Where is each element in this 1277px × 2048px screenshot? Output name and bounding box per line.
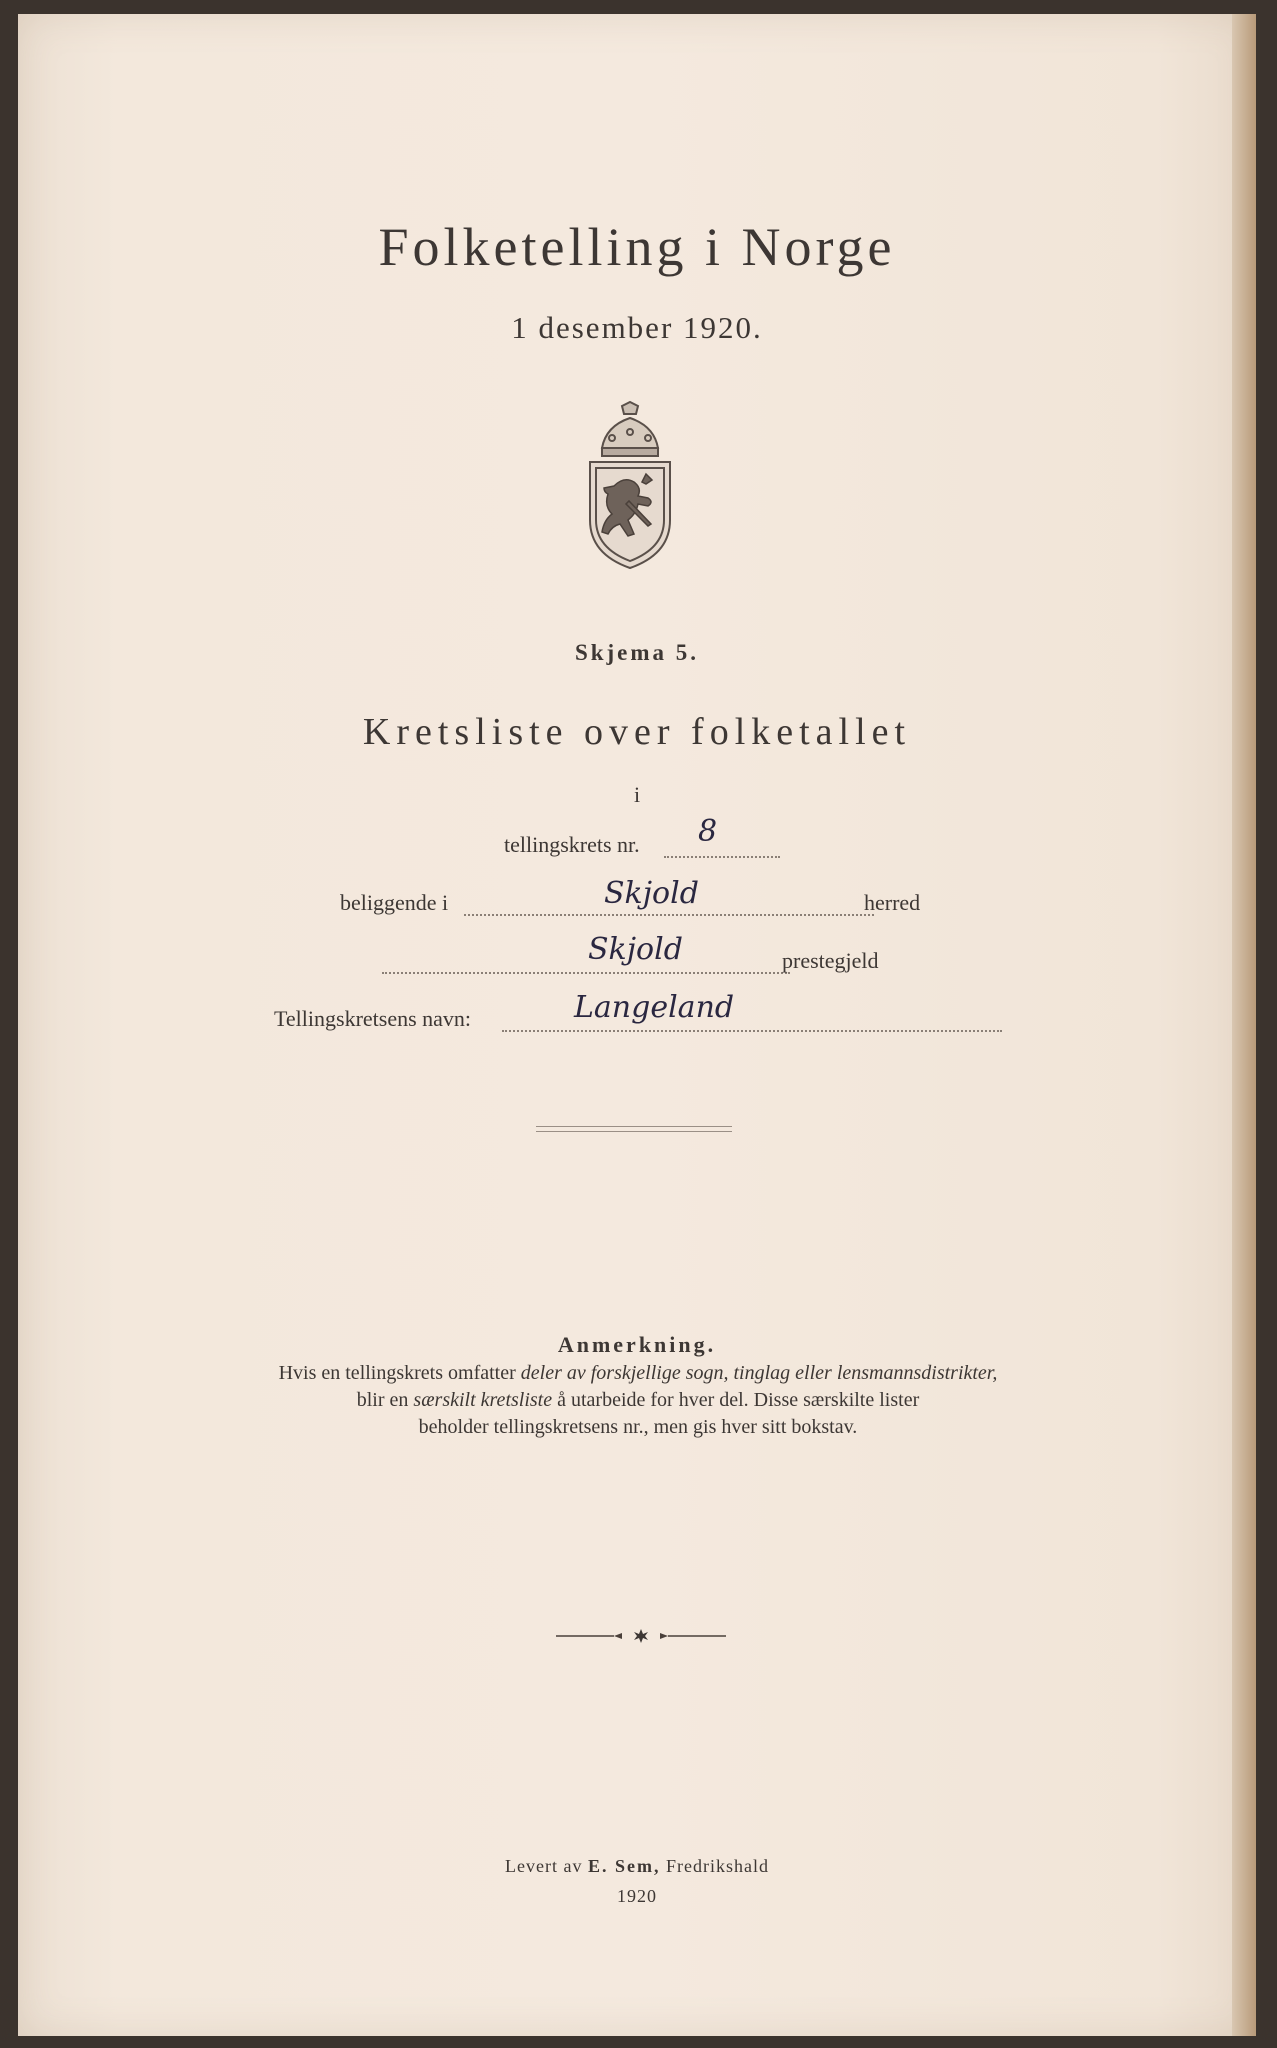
schema-number: Skjema 5.	[574, 640, 700, 665]
note-line-2-emphasis: særskilt kretsliste	[413, 1389, 553, 1411]
coat-of-arms-icon	[582, 400, 678, 572]
district-name-label: Tellingskretsens navn:	[274, 1006, 472, 1031]
printer-prefix: Levert av	[505, 1856, 588, 1876]
divider-rule	[536, 1126, 732, 1127]
prestegjeld-label: prestegjeld	[782, 948, 879, 973]
form-heading: Kretsliste over folketallet	[362, 711, 912, 753]
note-line-3: beholder tellingskretsens nr., men gis hver sitt bokstav.	[418, 1416, 858, 1438]
page-title: Folketelling i Norge	[378, 217, 896, 277]
district-name-line	[502, 1030, 1002, 1032]
print-year: 1920	[617, 1886, 657, 1906]
district-name-value: Langeland	[574, 990, 735, 1025]
note-line-1-emphasis: deler av forskjellige sogn, tinglag eller lensmannsdistrikter,	[520, 1362, 998, 1384]
krets-number-label: tellingskrets nr.	[504, 832, 640, 857]
herred-line	[464, 914, 874, 916]
note-title: Anmerkning.	[557, 1332, 717, 1357]
connector-text: i	[633, 782, 641, 807]
note-line-1-text: Hvis en tellingskrets omfatter	[278, 1362, 521, 1384]
herred-value: Skjold	[604, 876, 699, 911]
prestegjeld-value: Skjold	[588, 932, 683, 967]
herred-label: herred	[864, 890, 921, 915]
note-line-1	[198, 1360, 1078, 1387]
census-form-page	[18, 14, 1256, 2036]
krets-number-line	[664, 856, 780, 858]
note-line-2-text: blir en	[356, 1389, 414, 1411]
location-label: beliggende i	[340, 890, 449, 915]
note-line-2-rest: å utarbeide for hver del. Disse særskilte lister	[552, 1389, 920, 1411]
printer-place: Fredrikshald	[660, 1856, 769, 1876]
prestegjeld-line	[382, 972, 790, 974]
printer-credit	[18, 1856, 1256, 1877]
note-line-2	[198, 1387, 1078, 1414]
note-text	[198, 1360, 1078, 1441]
krets-number-value: 8	[698, 814, 718, 849]
ornament-divider-icon	[556, 1626, 726, 1646]
printer-name: E. Sem,	[587, 1856, 661, 1876]
divider-rule	[536, 1131, 732, 1132]
census-date: 1 desember 1920.	[511, 310, 763, 345]
